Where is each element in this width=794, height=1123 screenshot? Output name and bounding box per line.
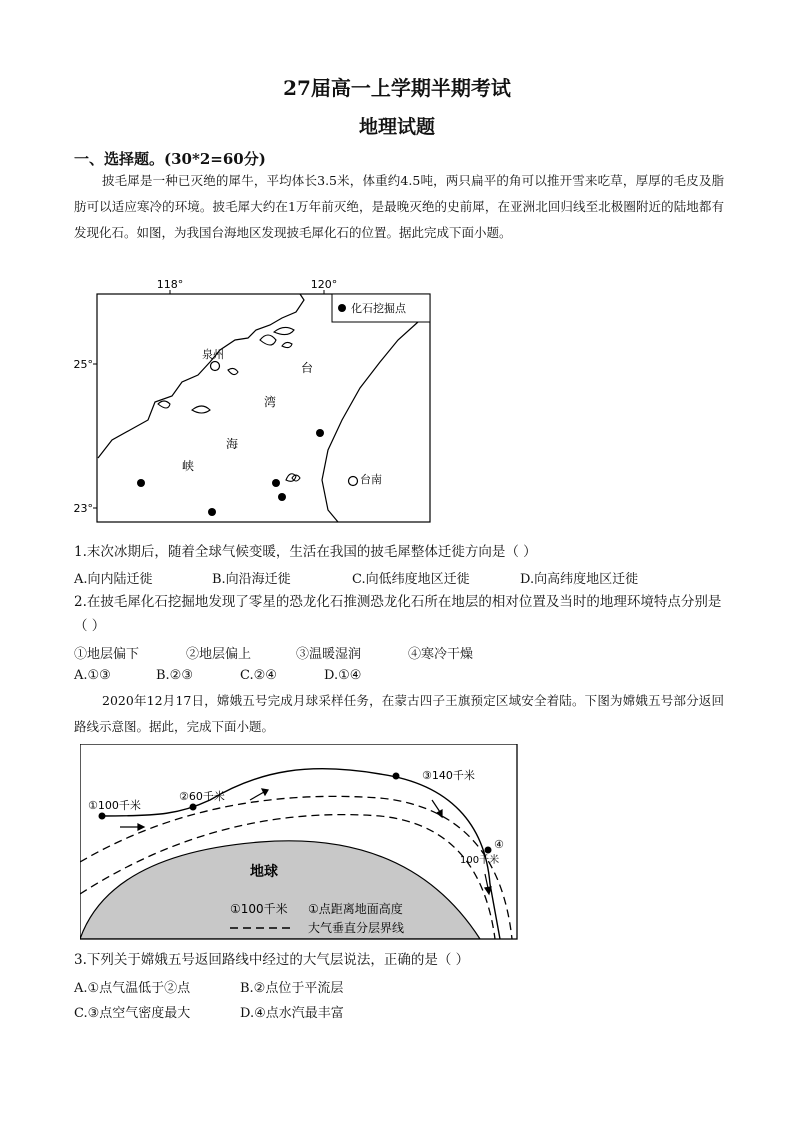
point-2-label: ②60千米 <box>179 790 225 803</box>
fossil-site <box>137 479 145 487</box>
lat-label-23: 23° <box>73 502 93 515</box>
q1-option-d[interactable]: D.向高纬度地区迁徙 <box>520 572 639 587</box>
q2-option-a[interactable]: A.①③ <box>74 668 111 683</box>
passage-woolly-rhino: 披毛犀是一种已灭绝的犀牛，平均体长3.5米，体重约4.5吨，两只扁平的角可以推开雪来吃草，厚厚的毛皮及脂肪可以适应寒冷的环境。披毛犀大约在1万年前灭绝，是最晚灭绝的史前犀，在亚洲北回归线至北极圈附近的陆地都有发现化石。如图，为我国台海地区发现披毛犀化石的位置。据此完成下面小题。 <box>74 173 724 240</box>
fossil-site <box>272 479 280 487</box>
q3-option-c[interactable]: C.③点空气密度最大 <box>74 1006 191 1021</box>
q2-option-d[interactable]: D.①④ <box>324 668 362 683</box>
passage-change5: 2020年12月17日，嫦娥五号完成月球采样任务，在蒙古四子王旗预定区域安全着陆。下图为嫦娥五号部分返回路线示意图。据此，完成下面小题。 <box>74 693 724 734</box>
tainan-label: 台南 <box>360 473 382 486</box>
fossil-site <box>208 508 216 516</box>
q2-item-1: ①地层偏下 <box>74 647 140 662</box>
exam-subtitle: 地理试题 <box>358 116 435 138</box>
legend-height-desc: ①点距离地面高度 <box>308 902 403 916</box>
legend-dot <box>338 304 346 312</box>
q3-option-d[interactable]: D.④点水汽最丰富 <box>240 1006 344 1021</box>
q2-option-b[interactable]: B.②③ <box>156 668 193 683</box>
q2-item-4: ④寒冷干燥 <box>408 647 474 662</box>
point-3 <box>393 773 400 780</box>
point-4-label: ④ <box>494 838 504 851</box>
q3-option-b[interactable]: B.②点位于平流层 <box>240 981 344 996</box>
earth <box>80 841 480 939</box>
question-3-stem: 3.下列关于嫦娥五号返回路线中经过的大气层说法，正确的是（ ） <box>74 952 470 968</box>
question-2-stem: 2.在披毛犀化石挖掘地发现了零星的恐龙化石推测恐龙化石所在地层的相对位置及当时的地理环境特点分别是（ ） <box>74 594 722 634</box>
exam-title: 27届高一上学期半期考试 <box>283 76 511 100</box>
q2-item-3: ③温暖湿润 <box>296 647 362 662</box>
fossil-site <box>278 493 286 501</box>
strait-char-2: 湾 <box>263 395 277 409</box>
legend-label: 化石挖掘点 <box>351 302 406 315</box>
strait-char-3: 海 <box>225 437 239 451</box>
question-1-stem: 1.末次冰期后，随着全球气候变暖，生活在我国的披毛犀整体迁徙方向是（ ） <box>74 544 537 560</box>
point-1-label: ①100千米 <box>88 799 141 812</box>
tainan-marker <box>349 477 358 486</box>
q1-option-c[interactable]: C.向低纬度地区迁徙 <box>352 572 470 587</box>
section-heading: 一、选择题。(30*2=60分) <box>74 150 266 168</box>
point-2 <box>190 804 197 811</box>
return-path-diagram <box>80 744 520 942</box>
fossil-site <box>316 429 324 437</box>
q1-option-a[interactable]: A.向内陆迁徙 <box>74 572 153 587</box>
earth-label: 地球 <box>250 864 278 880</box>
q2-item-2: ②地层偏上 <box>186 647 252 662</box>
strait-char-1: 台 <box>300 361 314 375</box>
point-1 <box>99 813 106 820</box>
point-4-height: 100千米 <box>460 855 500 866</box>
lat-label-25: 25° <box>73 358 93 371</box>
lon-label-118: 118° <box>156 278 184 291</box>
q3-option-a[interactable]: A.①点气温低于②点 <box>74 981 191 996</box>
lon-label-120: 120° <box>310 278 338 291</box>
quanzhou-label: 泉州 <box>202 348 224 361</box>
quanzhou-marker <box>211 362 220 371</box>
q2-option-c[interactable]: C.②④ <box>240 668 277 683</box>
legend-boundary-desc: 大气垂直分层界线 <box>308 921 405 935</box>
point-4 <box>485 847 492 854</box>
point-3-label: ③140千米 <box>422 769 475 782</box>
fossil-site-map <box>60 270 450 530</box>
strait-char-4: 峡 <box>181 459 195 473</box>
q1-option-b[interactable]: B.向沿海迁徙 <box>212 572 291 587</box>
legend-sample: ①100千米 <box>230 902 288 916</box>
